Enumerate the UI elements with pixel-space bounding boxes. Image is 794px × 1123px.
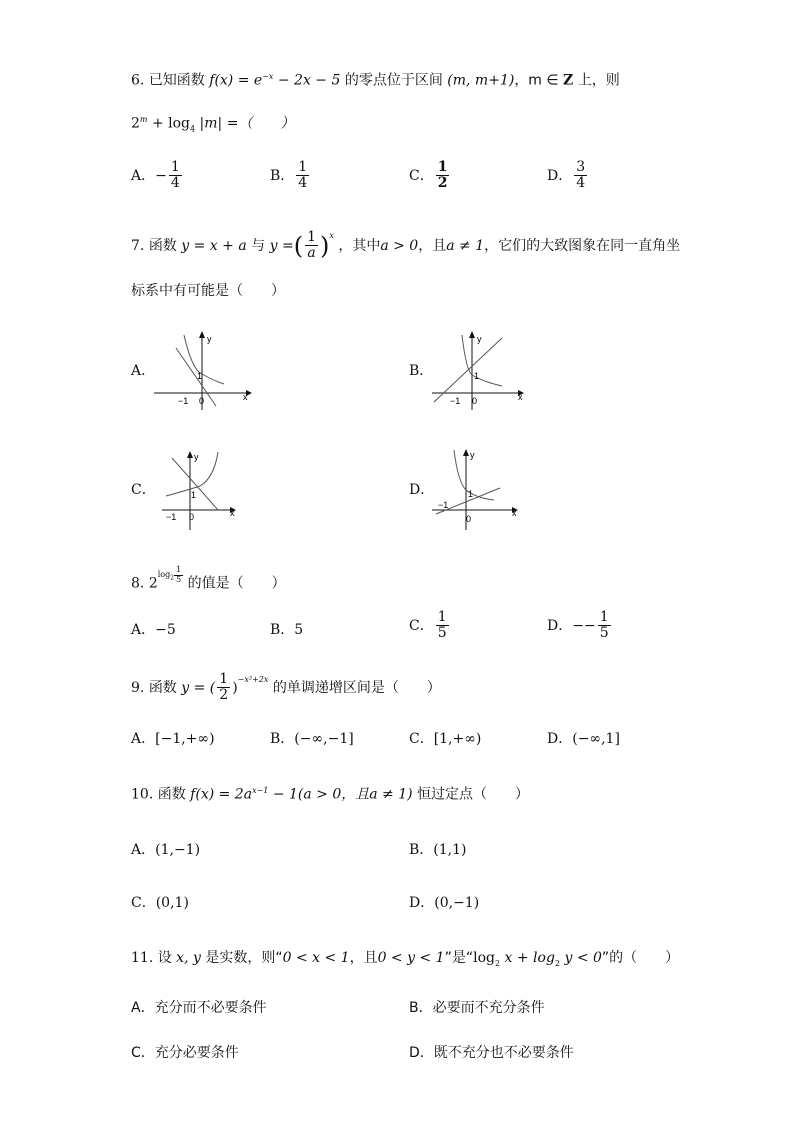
q9-option-a[interactable]: A．[−1,+∞) [131,731,215,747]
q7-stem: 7. 函数 y = x + a 与 y =( $\frac{1}{a}$ )$^x$ ，其中a > 0，且a ≠ 1，它们的大致图象在同一直角坐 [131,229,681,262]
q11-option-a[interactable]: A．充分而不必要条件 [131,1000,267,1016]
svg-text:0: 0 [199,396,205,406]
q7-graph-d[interactable] [430,448,524,530]
q8-option-b[interactable]: B．5 [270,622,304,638]
q6-number: 6. [131,72,145,89]
q6-option-a[interactable]: A．− $\frac{1}{4}$ [131,159,180,192]
svg-text:1: 1 [197,371,203,381]
q11-option-b[interactable]: B．必要而不充分条件 [409,1000,545,1016]
svg-text:0: 0 [472,396,478,406]
svg-text:1: 1 [468,489,474,499]
svg-text:y: y [470,450,475,460]
svg-text:x: x [512,508,517,518]
q7-option-a-label[interactable]: A． [131,363,156,379]
fraction: $\frac{1}{2}$ [437,159,448,192]
fraction: $\frac{1}{2}$ [219,671,229,704]
fraction: $\frac{1}{5}$ [437,609,447,642]
q7-graph-c[interactable] [160,450,244,530]
svg-text:y: y [207,334,212,344]
svg-text:y: y [194,452,199,462]
svg-text:−1: −1 [450,396,461,406]
svg-text:x: x [243,392,248,402]
svg-text:0: 0 [466,514,472,524]
q8-option-c[interactable]: C． $\frac{1}{5}$ [409,609,447,642]
q8-option-d[interactable]: D．−− $\frac{1}{5}$ [547,609,609,642]
q10-option-c[interactable]: C．(0,1) [131,895,189,911]
q8-option-a[interactable]: A．−5 [131,622,176,638]
q9-option-d[interactable]: D．(−∞,1] [547,731,620,747]
q7-stem-line2: 标系中有可能是（ ） [131,283,285,299]
q7-option-c-label[interactable]: C． [131,482,156,498]
svg-text:−1: −1 [178,396,189,406]
fraction: $\frac{1}{4}$ [298,159,308,192]
q6-expression: $2^m + \log_4 |m|$ =（ ） [131,115,295,134]
q6-option-c[interactable]: C． $\frac{1}{2}$ [409,159,448,192]
svg-text:0: 0 [189,512,195,522]
q10-option-a[interactable]: A．(1,−1) [131,842,201,858]
q11-option-d[interactable]: D．既不充分也不必要条件 [409,1045,574,1061]
svg-text:y: y [477,334,482,344]
q9-stem: 9. 函数 y = ( $\frac{1}{2}$ )$^{-x^2+2x}$ 的单调递增区间是（ ） [131,671,441,704]
q8-stem: 8. $2^{log_2 \frac{1}{5}}$ 的值是（ ） [131,565,286,592]
q10-option-d[interactable]: D．(0,−1) [409,895,480,911]
fraction: $\frac{1}{a}$ [307,229,316,262]
q6-option-b[interactable]: B． $\frac{1}{4}$ [270,159,308,192]
q11-option-c[interactable]: C．充分必要条件 [131,1045,239,1061]
svg-text:−1: −1 [166,512,177,522]
q6-option-d[interactable]: D． $\frac{3}{4}$ [547,159,586,192]
svg-text:1: 1 [191,490,197,500]
q7-graph-a[interactable] [152,330,252,410]
svg-text:x: x [518,392,523,402]
q9-option-b[interactable]: B．(−∞,−1] [270,731,354,747]
fraction: $\frac{3}{4}$ [576,159,586,192]
q10-stem: 10. 函数 $f(x) = 2a^{x-1} - 1(a > 0$，且a ≠ 1) 恒过定点（ ） [131,786,530,803]
fraction: $\frac{1}{5}$ [599,609,609,642]
q7-option-d-label[interactable]: D． [409,482,435,498]
q10-option-b[interactable]: B．(1,1) [409,842,467,858]
q7-option-b-label[interactable]: B． [409,363,434,379]
svg-text:x: x [230,508,235,518]
q6-stem: 6. 已知函数 $f(x) = e^{-x} - 2x - 5$ 的零点位于区间 (m, m+1)，m ∈ Z 上，则 [131,72,620,89]
q11-stem: 11. 设 x, y 是实数，则“0 < x < 1，且0 < y < 1”是“$\log_2$ $x + \log_2 y < 0$”的（ ） [131,950,680,968]
q7-graph-b[interactable] [430,330,530,410]
q9-option-c[interactable]: C．[1,+∞) [409,731,482,747]
fraction: $\frac{1}{4}$ [170,159,180,192]
svg-text:1: 1 [474,371,480,381]
svg-text:−1: −1 [438,500,449,510]
